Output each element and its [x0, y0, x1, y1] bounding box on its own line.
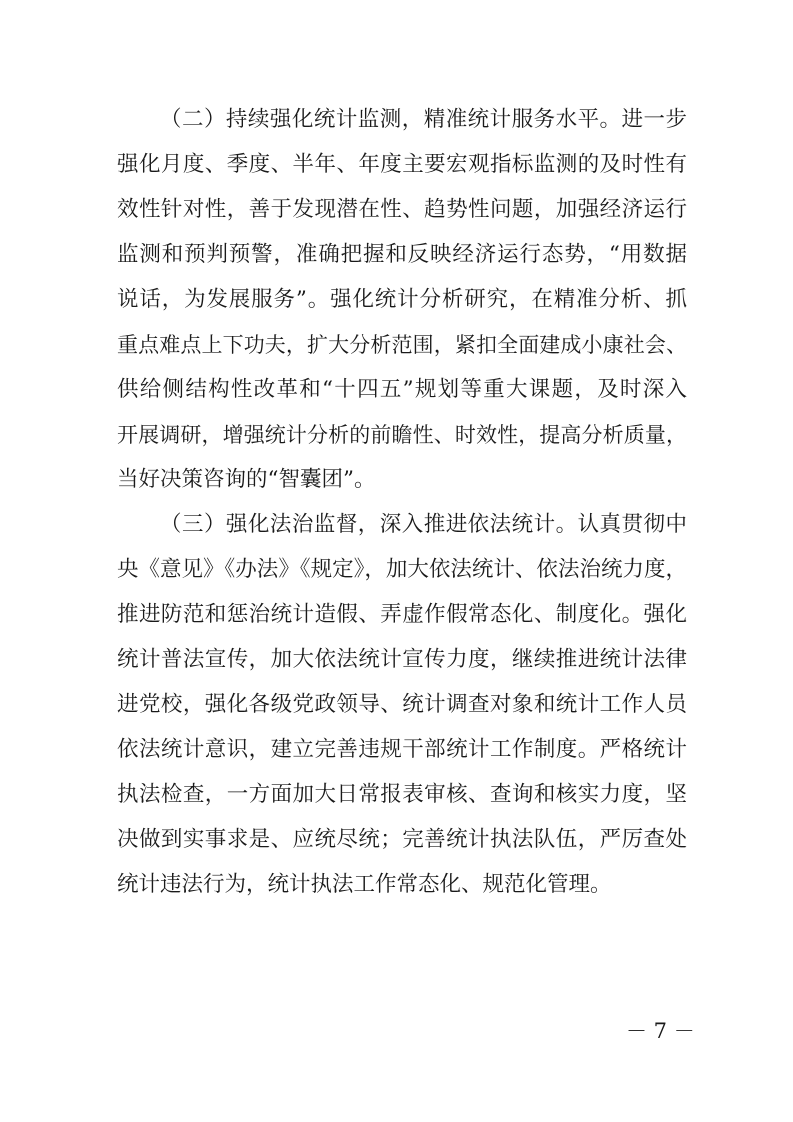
paragraph-2-line-9: 统计违法行为，统计执法工作常态化、规范化管理。 — [117, 872, 612, 897]
paragraph-1-line-8: 开展调研，增强统计分析的前瞻性、时效性，提高分析质量， — [117, 423, 687, 447]
paragraph-1-line-1: （二）持续强化统计监测，精准统计服务水平。进一步 — [160, 107, 687, 132]
paragraph-2-line-4: 统计普法宣传，加大依法统计宣传力度，继续推进统计法律 — [117, 647, 687, 672]
paragraph-1-line-9: 当好决策咨询的“智囊团”。 — [117, 467, 376, 492]
paragraph-1-line-6: 重点难点上下功夫，扩大分析范围，紧扣全面建成小康社会、 — [117, 333, 687, 357]
paragraph-2-line-2: 央《意见》《办法》《规定》，加大依法统计、依法治统力度， — [117, 557, 687, 582]
paragraph-1-line-4: 监测和预判预警，准确把握和反映经济运行态势，“用数据 — [117, 242, 687, 267]
paragraph-2-line-7: 执法检查，一方面加大日常报表审核、查询和核实力度，坚 — [117, 782, 687, 807]
paragraph-1-line-2: 强化月度、季度、半年、年度主要宏观指标监测的及时性有 — [117, 152, 687, 177]
paragraph-1-line-5: 说话，为发展服务”。强化统计分析研究，在精准分析、抓 — [117, 287, 687, 312]
paragraph-2-line-1: （三）强化法治监督，深入推进依法统计。认真贯彻中 — [160, 512, 687, 537]
paragraph-2-line-6: 依法统计意识，建立完善违规干部统计工作制度。严格统计 — [117, 737, 687, 762]
page-number: － 7 － — [626, 1019, 695, 1043]
paragraph-2-line-3: 推进防范和惩治统计造假、弄虚作假常态化、制度化。强化 — [117, 602, 687, 627]
paragraph-1-line-3: 效性针对性，善于发现潜在性、趋势性问题，加强经济运行 — [117, 197, 687, 222]
paragraph-2-line-5: 进党校，强化各级党政领导、统计调查对象和统计工作人员 — [117, 692, 687, 717]
paragraph-2-line-8: 决做到实事求是、应统尽统；完善统计执法队伍，严厉查处 — [117, 827, 687, 852]
paragraph-1-line-7: 供给侧结构性改革和“十四五”规划等重大课题，及时深入 — [117, 377, 687, 402]
